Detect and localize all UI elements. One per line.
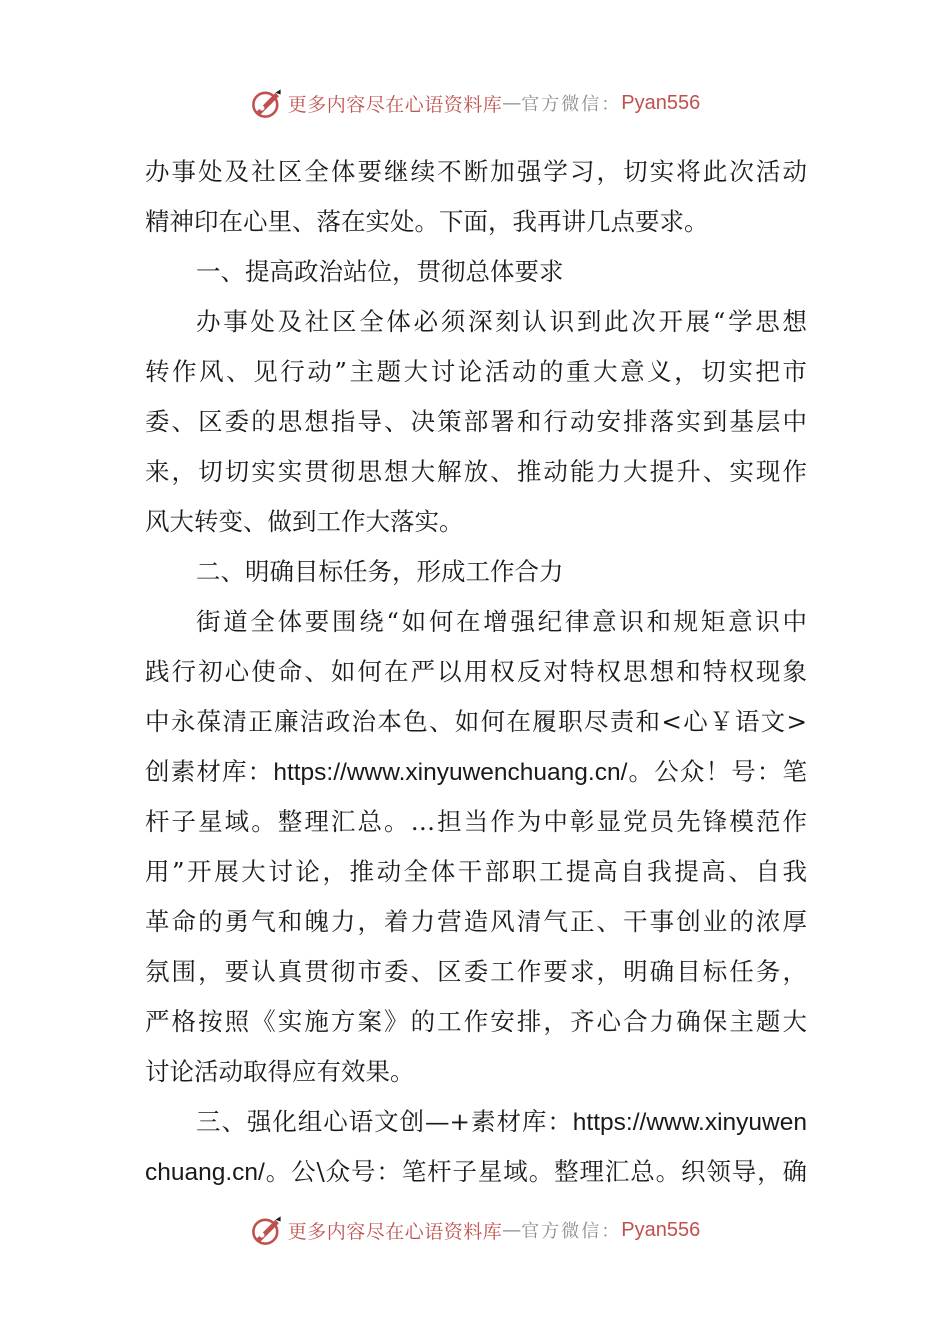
text-line: 转作风、见行动”主题大讨论活动的重大意义，切实把市 [145,357,807,386]
text-line [145,747,807,797]
text-line: 践行初心使命、如何在严以用权反对特权思想和特权现象 [145,657,807,686]
text-fragment: 三、强化组心语文创—+素材库： [196,1107,573,1136]
text-line: 委、区委的思想指导、决策部署和行动安排落实到基层中 [145,407,807,436]
url-text: https://www.xinyuwenchuang.cn/ [273,759,628,786]
text-line: 街道全体要围绕“如何在增强纪律意识和规矩意识中 [196,607,807,636]
document-body [145,147,807,1197]
text-line: 讨论活动取得应有效果。 [145,1057,415,1086]
pen-logo-icon [250,1213,284,1247]
text-fragment: 。公\众号：笔杆子星域。整理汇总。织领导，确 [264,1157,807,1186]
text-line: 用”开展大讨论，推动全体干部职工提高自我提高、自我 [145,857,807,886]
url-text: chuang.cn/ [145,1159,265,1186]
text-line: 来，切切实实贯彻思想大解放、推动能力大提升、实现作 [145,457,807,486]
text-line: 中永葆清正廉洁政治本色、如何在履职尽责和<心￥语文> [145,707,807,736]
text-line: 革命的勇气和魄力，着力营造风清气正、干事创业的浓厚 [145,907,807,936]
url-text: https://www.xinyuwen [572,1109,807,1136]
footer-banner [0,1210,950,1250]
section-heading [145,1097,807,1147]
text-line: 精神印在心里、落在实处。下面，我再讲几点要求。 [145,207,709,236]
text-fragment: 创素材库： [145,757,274,786]
banner-wechat-label: 官方微信： [521,94,622,115]
header-banner [0,83,950,123]
text-line [145,1147,807,1197]
text-line: 氛围，要认真贯彻市委、区委工作要求，明确目标任务， [145,957,807,986]
text-line: 办事处及社区全体必须深刻认识到此次开展“学思想 [196,307,807,336]
banner-title: 更多内容尽在心语资料库 [287,1220,503,1243]
section-heading: 二、明确目标任务，形成工作合力 [196,557,564,586]
text-line: 办事处及社区全体要继续不断加强学习，切实将此次活动 [145,157,807,186]
pen-logo-icon [250,86,284,120]
banner-title: 更多内容尽在心语资料库 [287,93,503,116]
banner-separator: — [502,92,522,114]
text-line: 杆子星域。整理汇总。…担当作为中彰显党员先锋模范作 [145,807,807,836]
section-heading: 一、提高政治站位，贯彻总体要求 [196,257,564,286]
text-line: 风大转变、做到工作大落实。 [145,507,464,536]
banner-wechat-label: 官方微信： [521,1221,622,1242]
text-fragment: 。公众！号：笔 [627,757,807,786]
text-line: 严格按照《实施方案》的工作安排，齐心合力确保主题大 [145,1007,807,1036]
banner-wechat-id: Pyan556 [621,91,701,114]
banner-separator: — [502,1219,522,1241]
banner-wechat-id: Pyan556 [621,1218,701,1241]
